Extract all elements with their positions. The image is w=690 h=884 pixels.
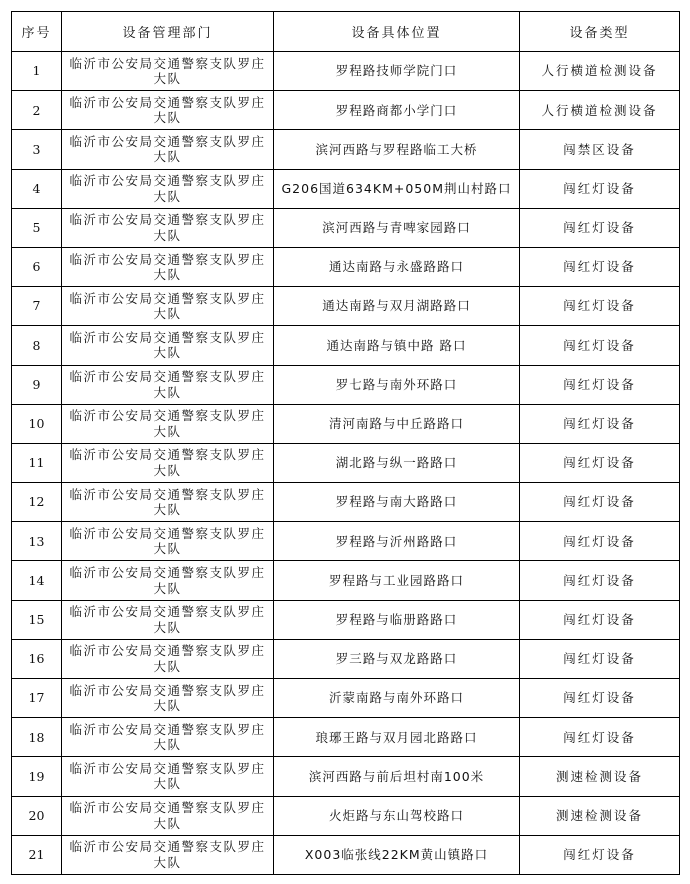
cell-dept: 临沂市公安局交通警察支队罗庄大队	[62, 52, 274, 91]
cell-dept: 临沂市公安局交通警察支队罗庄大队	[62, 835, 274, 874]
cell-dept: 临沂市公安局交通警察支队罗庄大队	[62, 326, 274, 365]
cell-type: 闯红灯设备	[520, 522, 680, 561]
cell-type: 闯红灯设备	[520, 247, 680, 286]
cell-location: 罗程路技师学院门口	[274, 52, 520, 91]
cell-seq: 14	[12, 561, 62, 600]
cell-seq: 11	[12, 443, 62, 482]
cell-seq: 2	[12, 91, 62, 130]
cell-type: 闯红灯设备	[520, 483, 680, 522]
table-row	[12, 835, 680, 874]
cell-dept: 临沂市公安局交通警察支队罗庄大队	[62, 443, 274, 482]
header-row	[12, 12, 680, 52]
table-header	[12, 12, 680, 52]
table-row	[12, 443, 680, 482]
table-row	[12, 483, 680, 522]
cell-location: 滨河西路与青啤家园路口	[274, 208, 520, 247]
cell-type: 闯红灯设备	[520, 561, 680, 600]
cell-type: 闯红灯设备	[520, 835, 680, 874]
table-row	[12, 522, 680, 561]
cell-location: 通达南路与镇中路 路口	[274, 326, 520, 365]
cell-dept: 临沂市公安局交通警察支队罗庄大队	[62, 718, 274, 757]
cell-location: 火炬路与东山驾校路口	[274, 796, 520, 835]
cell-dept: 临沂市公安局交通警察支队罗庄大队	[62, 287, 274, 326]
cell-seq: 15	[12, 600, 62, 639]
cell-location: 罗程路与工业园路路口	[274, 561, 520, 600]
table-row	[12, 796, 680, 835]
table-row	[12, 561, 680, 600]
cell-location: 清河南路与中丘路路口	[274, 404, 520, 443]
cell-location: 滨河西路与罗程路临工大桥	[274, 130, 520, 169]
table-row	[12, 169, 680, 208]
cell-type: 闯红灯设备	[520, 679, 680, 718]
cell-seq: 16	[12, 639, 62, 678]
table-row	[12, 718, 680, 757]
cell-seq: 19	[12, 757, 62, 796]
header-type: 设备类型	[520, 12, 680, 52]
cell-type: 闯红灯设备	[520, 365, 680, 404]
cell-seq: 9	[12, 365, 62, 404]
cell-dept: 临沂市公安局交通警察支队罗庄大队	[62, 365, 274, 404]
header-seq: 序号	[12, 12, 62, 52]
cell-location: 罗程路与南大路路口	[274, 483, 520, 522]
cell-seq: 4	[12, 169, 62, 208]
table-row	[12, 639, 680, 678]
cell-seq: 12	[12, 483, 62, 522]
cell-seq: 5	[12, 208, 62, 247]
table-row	[12, 365, 680, 404]
cell-dept: 临沂市公安局交通警察支队罗庄大队	[62, 169, 274, 208]
header-location: 设备具体位置	[274, 12, 520, 52]
cell-type: 闯红灯设备	[520, 443, 680, 482]
cell-seq: 1	[12, 52, 62, 91]
table-row	[12, 679, 680, 718]
cell-dept: 临沂市公安局交通警察支队罗庄大队	[62, 639, 274, 678]
cell-location: 通达南路与永盛路路口	[274, 247, 520, 286]
table-row	[12, 52, 680, 91]
cell-location: 通达南路与双月湖路路口	[274, 287, 520, 326]
device-table	[11, 11, 680, 875]
table-row	[12, 247, 680, 286]
cell-location: 滨河西路与前后坦村南100米	[274, 757, 520, 796]
cell-location: 罗程路与沂州路路口	[274, 522, 520, 561]
table-body	[12, 52, 680, 875]
cell-dept: 临沂市公安局交通警察支队罗庄大队	[62, 130, 274, 169]
cell-seq: 18	[12, 718, 62, 757]
cell-location: 琅琊王路与双月园北路路口	[274, 718, 520, 757]
cell-seq: 7	[12, 287, 62, 326]
cell-seq: 10	[12, 404, 62, 443]
cell-location: 罗七路与南外环路口	[274, 365, 520, 404]
cell-dept: 临沂市公安局交通警察支队罗庄大队	[62, 91, 274, 130]
table-row	[12, 287, 680, 326]
cell-dept: 临沂市公安局交通警察支队罗庄大队	[62, 404, 274, 443]
cell-type: 闯红灯设备	[520, 639, 680, 678]
table-row	[12, 326, 680, 365]
cell-type: 闯红灯设备	[520, 600, 680, 639]
cell-type: 人行横道检测设备	[520, 52, 680, 91]
cell-location: 罗三路与双龙路路口	[274, 639, 520, 678]
cell-seq: 13	[12, 522, 62, 561]
cell-type: 测速检测设备	[520, 757, 680, 796]
cell-type: 闯红灯设备	[520, 326, 680, 365]
table-row	[12, 600, 680, 639]
cell-seq: 3	[12, 130, 62, 169]
table-row	[12, 91, 680, 130]
table-row	[12, 208, 680, 247]
cell-type: 人行横道检测设备	[520, 91, 680, 130]
cell-dept: 临沂市公安局交通警察支队罗庄大队	[62, 757, 274, 796]
cell-location: X003临张线22KM黄山镇路口	[274, 835, 520, 874]
table-row	[12, 757, 680, 796]
cell-seq: 20	[12, 796, 62, 835]
cell-dept: 临沂市公安局交通警察支队罗庄大队	[62, 483, 274, 522]
cell-dept: 临沂市公安局交通警察支队罗庄大队	[62, 679, 274, 718]
cell-dept: 临沂市公安局交通警察支队罗庄大队	[62, 208, 274, 247]
table-row	[12, 130, 680, 169]
cell-type: 闯红灯设备	[520, 208, 680, 247]
cell-seq: 6	[12, 247, 62, 286]
cell-seq: 21	[12, 835, 62, 874]
cell-dept: 临沂市公安局交通警察支队罗庄大队	[62, 600, 274, 639]
cell-location: 罗程路与临册路路口	[274, 600, 520, 639]
cell-location: G206国道634KM+050M荆山村路口	[274, 169, 520, 208]
cell-dept: 临沂市公安局交通警察支队罗庄大队	[62, 522, 274, 561]
cell-type: 闯红灯设备	[520, 718, 680, 757]
cell-dept: 临沂市公安局交通警察支队罗庄大队	[62, 247, 274, 286]
cell-dept: 临沂市公安局交通警察支队罗庄大队	[62, 561, 274, 600]
cell-location: 湖北路与纵一路路口	[274, 443, 520, 482]
header-dept: 设备管理部门	[62, 12, 274, 52]
cell-type: 闯红灯设备	[520, 169, 680, 208]
cell-type: 测速检测设备	[520, 796, 680, 835]
cell-type: 闯红灯设备	[520, 287, 680, 326]
cell-dept: 临沂市公安局交通警察支队罗庄大队	[62, 796, 274, 835]
table-row	[12, 404, 680, 443]
cell-location: 罗程路商都小学门口	[274, 91, 520, 130]
cell-seq: 17	[12, 679, 62, 718]
cell-type: 闯禁区设备	[520, 130, 680, 169]
cell-seq: 8	[12, 326, 62, 365]
cell-type: 闯红灯设备	[520, 404, 680, 443]
cell-location: 沂蒙南路与南外环路口	[274, 679, 520, 718]
